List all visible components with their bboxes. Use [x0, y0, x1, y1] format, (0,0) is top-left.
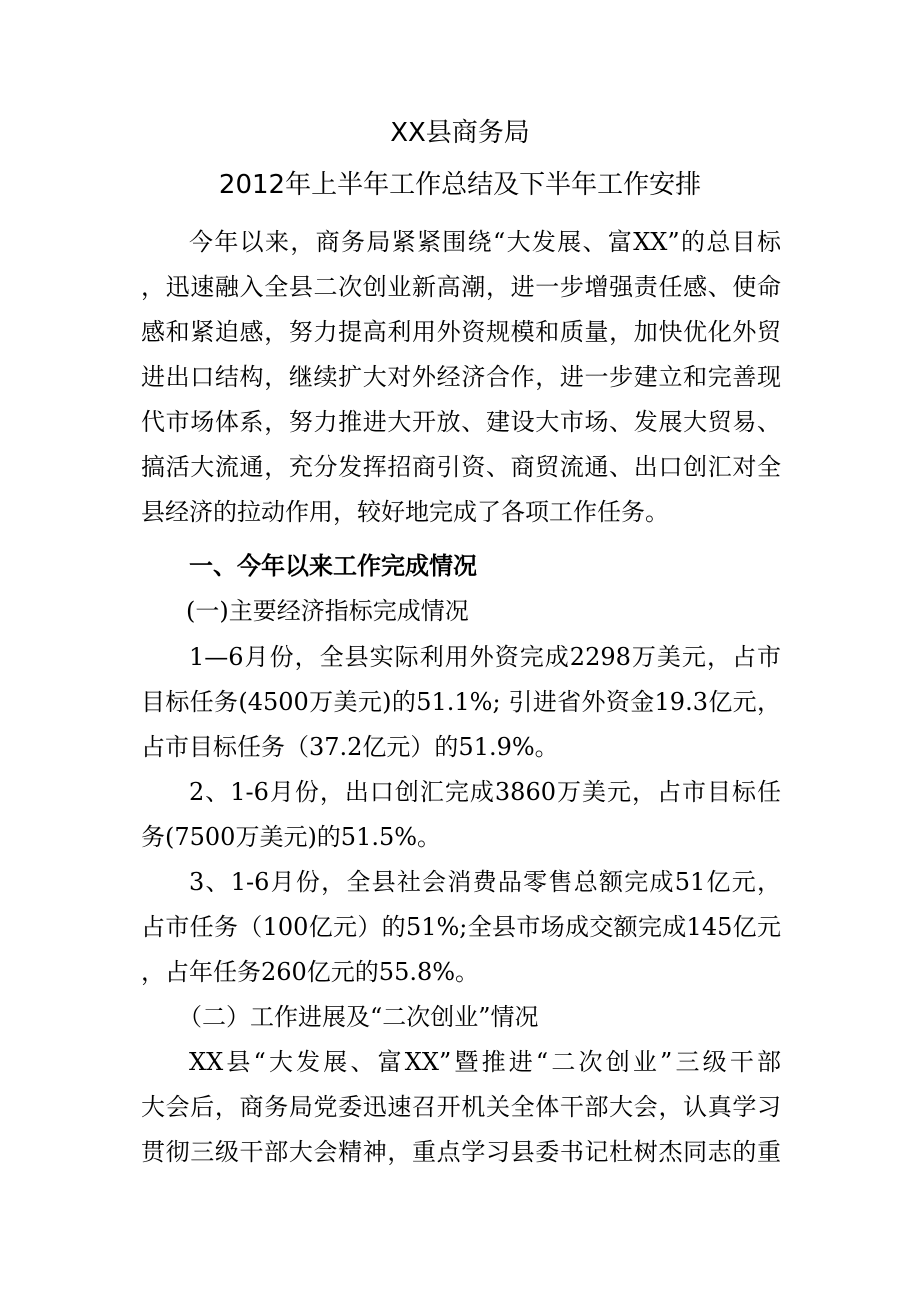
item3-line-3: ，占年任务260亿元的55.8%。 [141, 958, 480, 986]
para2-line-1: XX县“大发展、富XX”暨推进“二次创业”三级干部 [189, 1048, 781, 1076]
document-title-org: XX县商务局 [390, 118, 530, 148]
intro-line-5: 代市场体系，努力推进大开放、建设大市场、发展大贸易、 [141, 408, 781, 436]
subsection-heading-1: (一)主要经济指标完成情况 [186, 597, 469, 625]
intro-line-4: 进出口结构，继续扩大对外经济合作，进一步建立和完善现 [141, 363, 781, 391]
intro-line-6: 搞活大流通，充分发挥招商引资、商贸流通、出口创汇对全 [141, 453, 781, 481]
item1-line-2: 目标任务(4500万美元)的51.1%; 引进省外资金19.3亿元， [141, 688, 781, 716]
intro-line-7: 县经济的拉动作用，较好地完成了各项工作任务。 [141, 498, 669, 526]
item3-line-1: 3、1-6月份，全县社会消费品零售总额完成51亿元， [189, 868, 781, 896]
subsection-heading-2: （二）工作进展及“二次创业”情况 [178, 1003, 539, 1031]
intro-line-3: 感和紧迫感，努力提高利用外资规模和质量，加快优化外贸 [141, 318, 781, 346]
document-title-main: 2012年上半年工作总结及下半年工作安排 [218, 170, 702, 200]
item1-line-3: 占市目标任务（37.2亿元）的51.9%。 [141, 733, 559, 761]
item1-line-1: 1—6月份，全县实际利用外资完成2298万美元，占市 [189, 643, 781, 671]
para2-line-2: 大会后，商务局党委迅速召开机关全体干部大会，认真学习 [141, 1093, 781, 1121]
intro-line-2: ，迅速融入全县二次创业新高潮，进一步增强责任感、使命 [141, 273, 781, 301]
para2-line-3: 贯彻三级干部大会精神，重点学习县委书记杜树杰同志的重 [141, 1138, 781, 1166]
item3-line-2: 占市任务（100亿元）的51%;全县市场成交额完成145亿元 [141, 913, 781, 941]
item2-line-1: 2、1-6月份，出口创汇完成3860万美元，占市目标任 [189, 778, 781, 806]
item2-line-2: 务(7500万美元)的51.5%。 [141, 823, 442, 851]
section-heading: 一、今年以来工作完成情况 [189, 552, 477, 580]
intro-line-1: 今年以来，商务局紧紧围绕“大发展、富XX”的总目标 [189, 228, 781, 256]
